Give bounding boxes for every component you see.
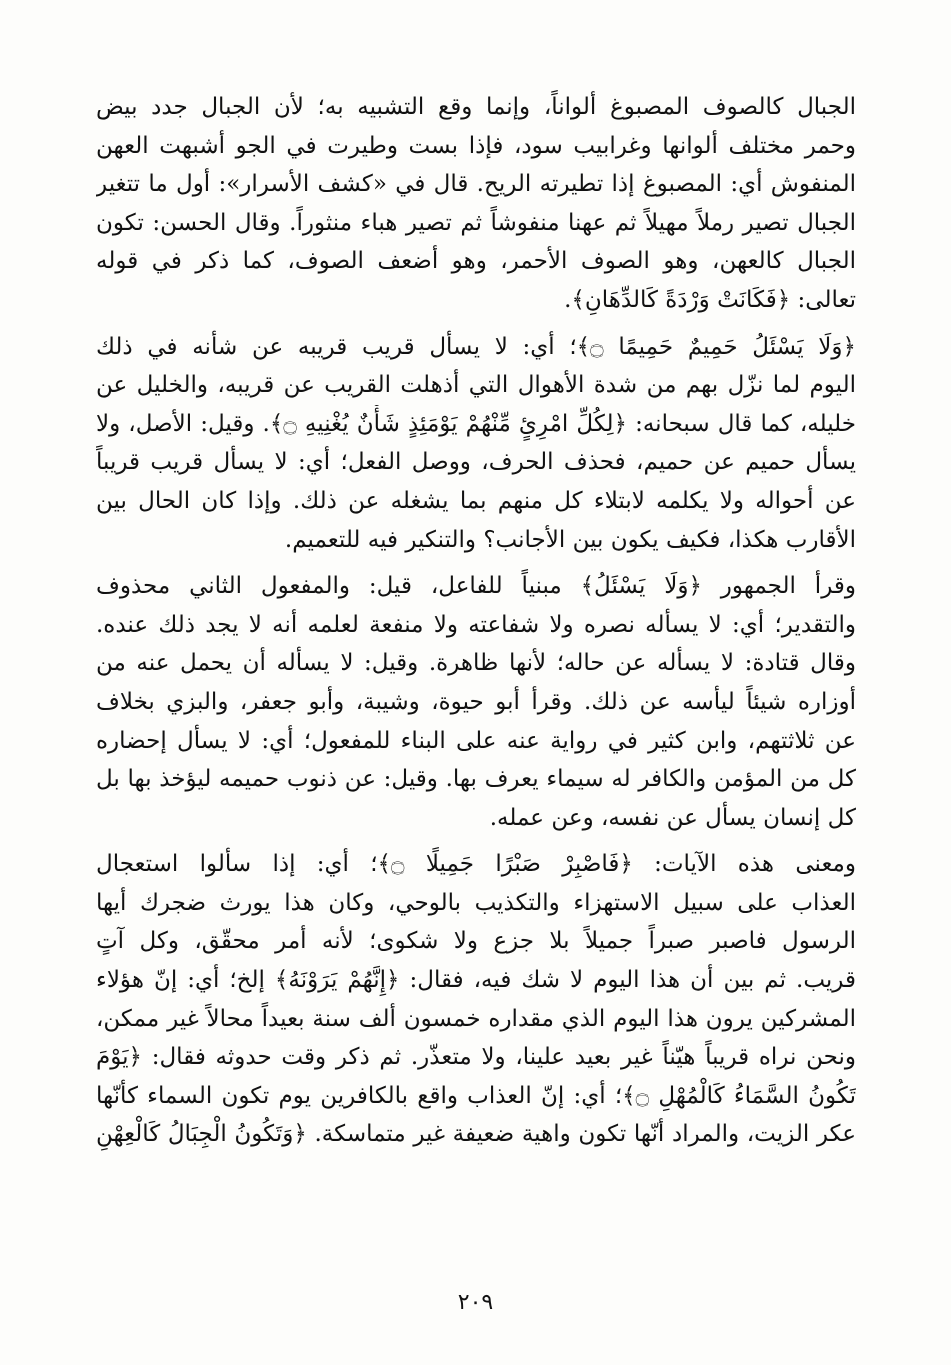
text-line: وقال قتادة: لا يسأله عن حاله؛ لأنها ظاهرة. وقيل: لا يسأله أن يحمل عنه من xyxy=(96,650,856,677)
text-line: الجبال تصير رملاً مهيلاً ثم عهنا منفوشاً ثم تصير هباء منثوراً. وقال الحسن: تكون xyxy=(96,209,856,236)
paragraph-2 xyxy=(96,328,856,560)
text-line: الجبال كالعهن، وهو الصوف الأحمر، وهو أضعف الصوف، كما ذكر في قوله xyxy=(96,248,856,275)
page-number: ٢٠٩ xyxy=(457,1290,494,1315)
text-line: عكر الزيت، والمراد أنّها تكون واهية ضعيفة غير متماسكة. ﴿وَتَكُونُ الْجِبَالُ كَالْعِهْنِ xyxy=(96,1121,856,1148)
text-line: ونحن نراه قريباً هيّناً غير بعيد علينا، ولا متعذّر. ثم ذكر وقت حدوثه فقال: ﴿يَوْمَ xyxy=(96,1044,856,1071)
text-line: الأقارب هكذا، فكيف يكون بين الأجانب؟ والتنكير فيه للتعميم. xyxy=(284,526,856,553)
text-line: والتقدير؛ أي: لا يسأله نصره ولا شفاعته ولا منفعة لعلمه أنه لا يجد ذلك عنده. xyxy=(96,611,856,638)
paragraph-spacer xyxy=(96,559,856,567)
text-line: ومعنى هذه الآيات: ﴿فَاصْبِرْ صَبْرًا جَمِيلًا ۝﴾؛ أي: إذا سألوا استعجال xyxy=(96,851,856,878)
text-line: عن ثلاثتهم، وابن كثير في رواية عنه على البناء للمفعول؛ أي: لا يسأل إحضاره xyxy=(96,727,856,754)
text-line: العذاب على سبيل الاستهزاء والتكذيب بالوحي، وكان هذا يورث ضجرك أيها xyxy=(96,889,856,916)
text-line: الجبال كالصوف المصبوغ ألواناً، وإنما وقع التشبيه به؛ لأن الجبال جدد بيض xyxy=(96,94,856,120)
text-line: أوزاره شيئاً ليأسه عن ذلك. وقرأ أبو حيوة، وشيبة، وأبو جعفر، والبزي بخلاف xyxy=(96,688,856,715)
text-line: خليله، كما قال سبحانه: ﴿لِكُلِّ امْرِئٍ مِّنْهُمْ يَوْمَئِذٍ شَأْنٌ يُغْنِيهِ ۝﴾. وقيل: الأصل، ولا xyxy=(96,410,856,437)
text-line: كل إنسان يسأل عن نفسه، وعن عمله. xyxy=(489,804,856,831)
text-line: المشركين يرون هذا اليوم الذي مقداره خمسون ألف سنة بعيداً محالاً غير ممكن، xyxy=(96,1005,856,1032)
text-line: وحمر مختلف ألوانها وغرابيب سود، فإذا بست وطيرت في الجو أشبهت العهن xyxy=(96,132,856,159)
paragraph-spacer xyxy=(96,320,856,328)
text-line: كل من المؤمن والكافر له سيماء يعرف بها. وقيل: عن ذنوب حميمه ليؤخذ بها بل xyxy=(96,766,856,793)
text-line: تعالى: ﴿فَكَانَتْ وَرْدَةً كَالدِّهَانِ﴾. xyxy=(564,286,856,313)
text-line: اليوم لما نزّل بهم من شدة الأهوال التي أذهلت القريب عن قريبه، والخليل عن xyxy=(96,372,856,399)
text-line: المنفوش أي: المصبوغ إذا تطيرته الريح. قال في «كشف الأسرار»: أول ما تتغير xyxy=(96,171,856,198)
paragraph-4 xyxy=(96,845,856,1154)
text-line: قريب. ثم بين أن هذا اليوم لا شك فيه، فقال: ﴿إِنَّهُمْ يَرَوْنَهُ﴾ إلخ؛ أي: إنّ هؤلاء xyxy=(96,967,856,994)
text-line: ﴿وَلَا يَسْئَلُ حَمِيمٌ حَمِيمًا ۝﴾؛ أي: لا يسأل قريب قريبه عن شأنه في ذلك xyxy=(96,333,856,360)
text-line: وقرأ الجمهور ﴿وَلَا يَسْئَلُ﴾ مبنياً للفاعل، قيل: والمفعول الثاني محذوف xyxy=(96,573,856,600)
paragraph-spacer xyxy=(96,837,856,845)
text-line: يسأل حميم عن حميم، فحذف الحرف، ووصل الفعل؛ أي: لا يسأل قريب قريباً xyxy=(96,449,856,476)
text-line: تَكُونُ السَّمَاءُ كَالْمُهْلِ ۝﴾؛ أي: إنّ العذاب واقع بالكافرين يوم تكون السماء كأنّها xyxy=(96,1082,856,1109)
paragraph-3 xyxy=(96,567,856,837)
text-line: عن أحواله ولا يكلمه لابتلاء كل منهم بما يشغله عن ذلك. وإذا كان الحال بين xyxy=(96,487,856,514)
text-line: الرسول فاصبر صبراً جميلاً بلا جزع ولا شكوى؛ لأنه أمر محقّق، وكل آتٍ xyxy=(96,928,856,955)
paragraph-1 xyxy=(96,88,856,320)
page-body-text xyxy=(96,88,856,1154)
